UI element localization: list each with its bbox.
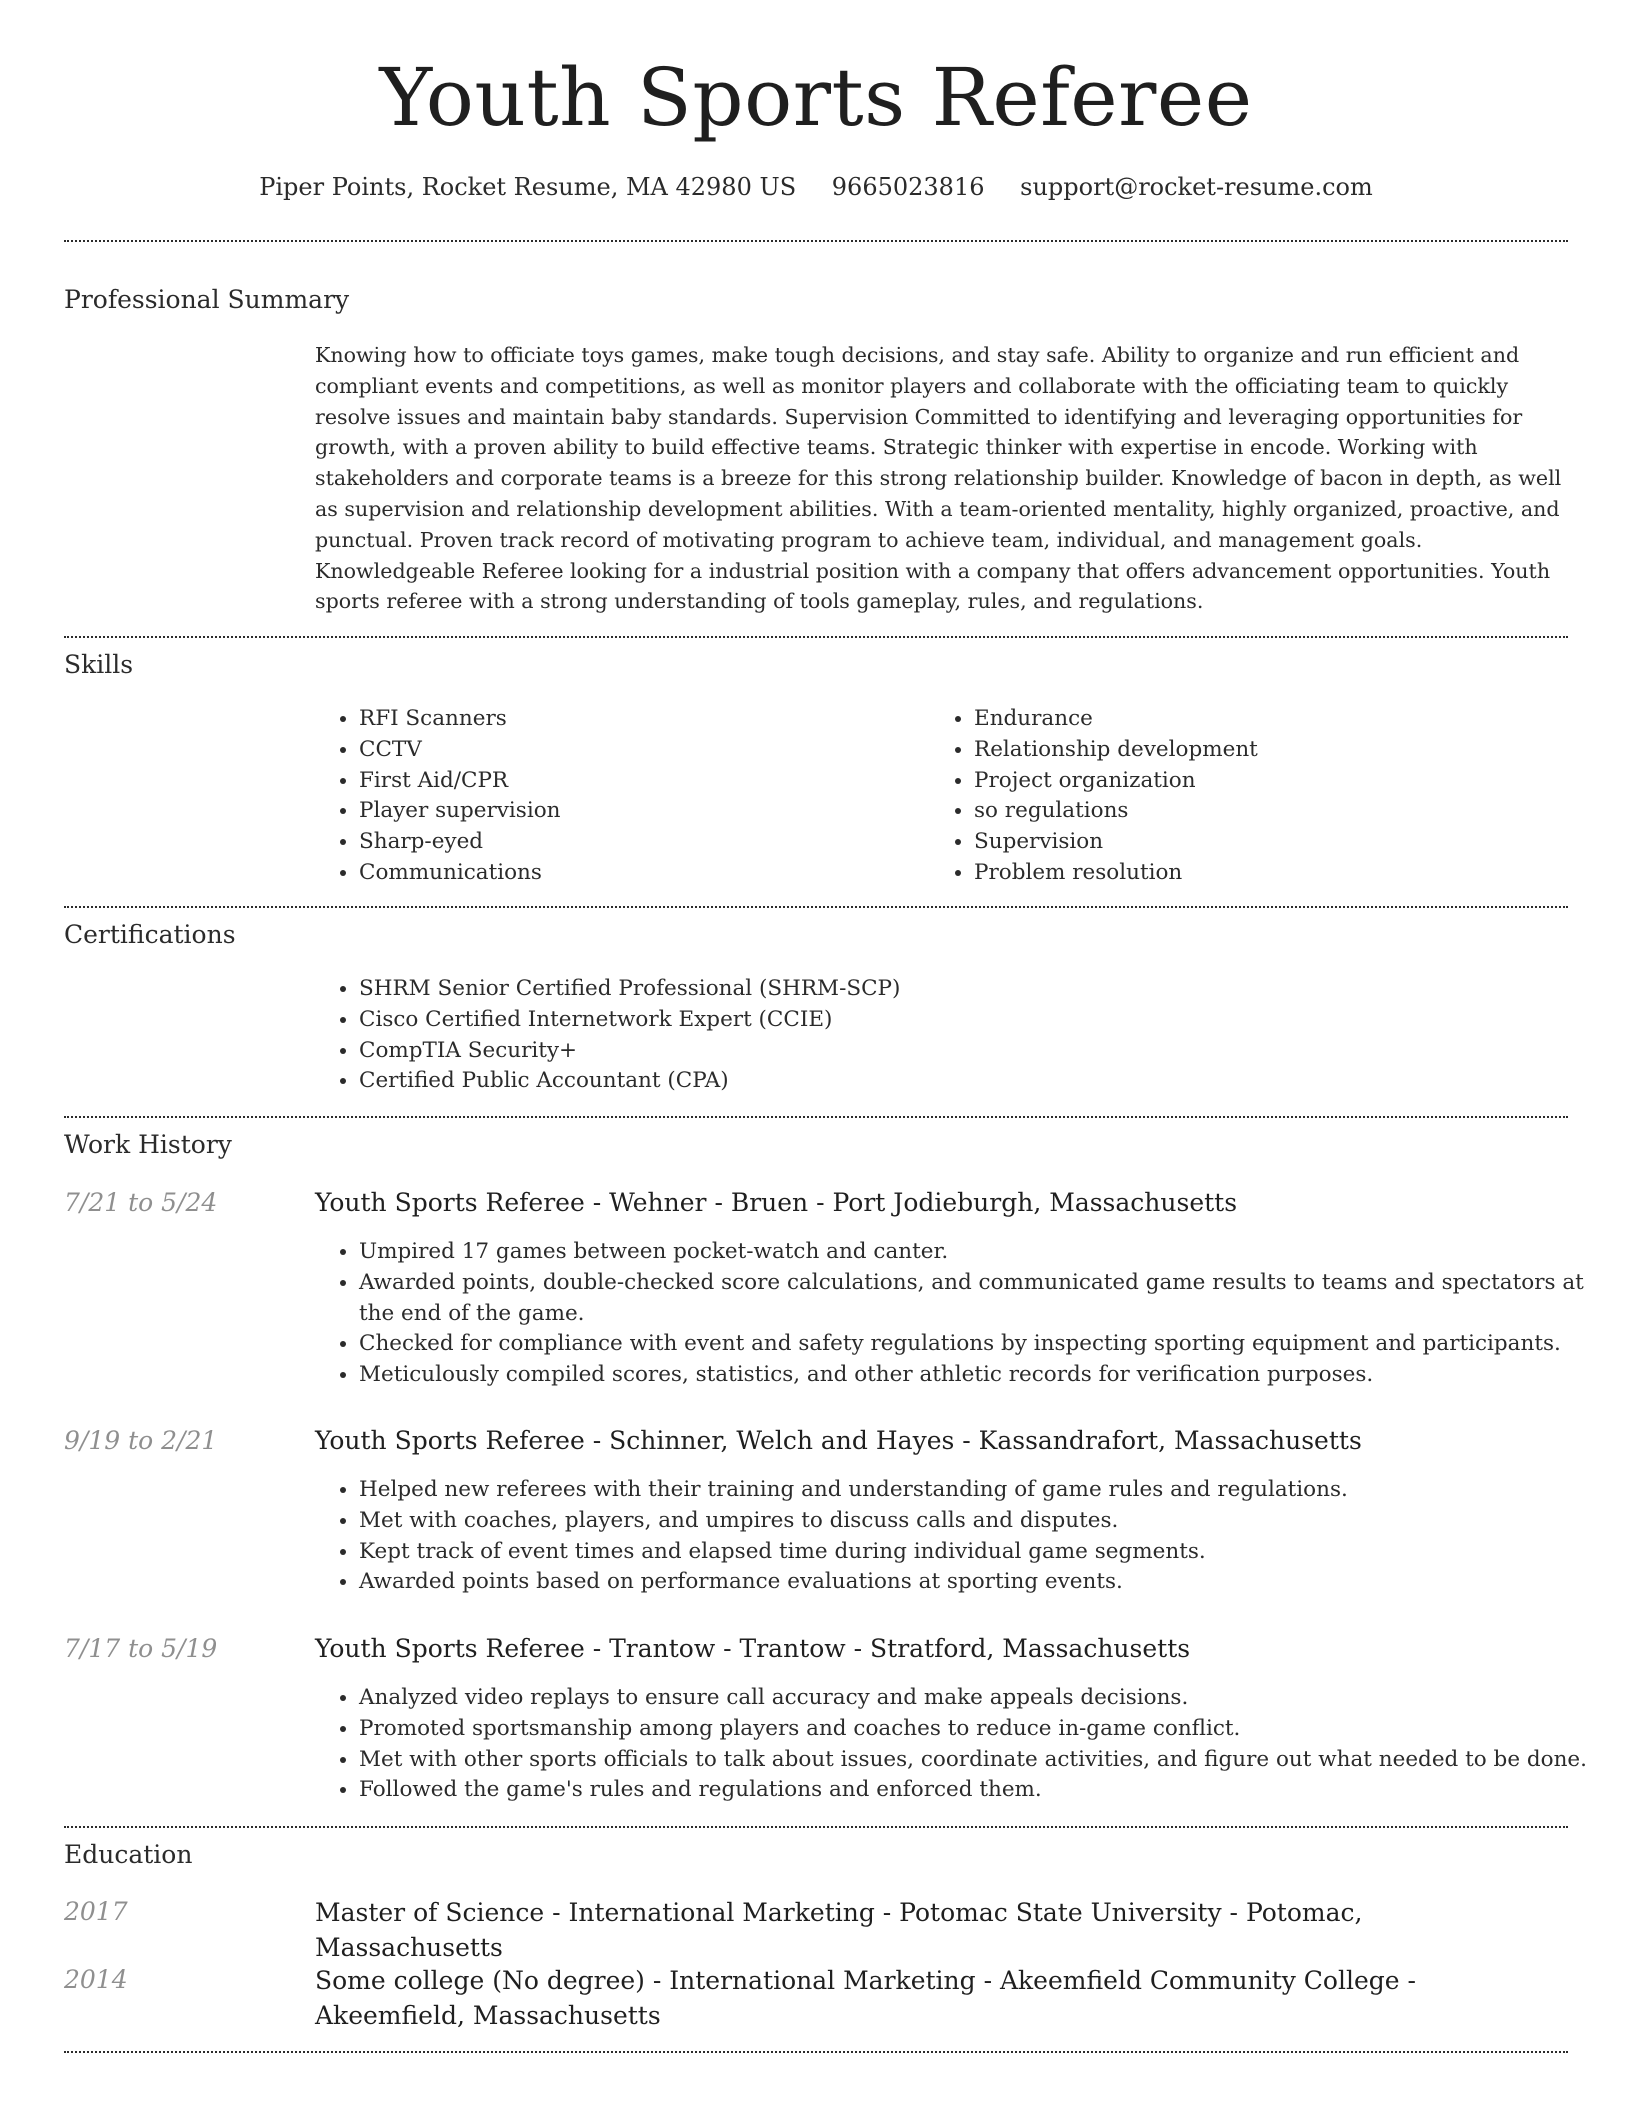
job-employer-location: - Schinner, Welch and Hayes - Kassandrafort, Massachusetts bbox=[584, 1426, 1362, 1455]
skill-item: • so regulations bbox=[974, 796, 1534, 827]
skill-item: • Supervision bbox=[974, 827, 1534, 858]
job-bullet: • Meticulously compiled scores, statistics, and other athletic records for verification purposes. bbox=[359, 1360, 1617, 1391]
skill-item: • Relationship development bbox=[974, 735, 1534, 766]
job-bullet: • Met with coaches, players, and umpires to discuss calls and disputes. bbox=[359, 1506, 1617, 1537]
job-bullet: • Followed the game's rules and regulations and enforced them. bbox=[359, 1775, 1617, 1806]
section-divider bbox=[64, 240, 1568, 242]
summary-text: Knowing how to officiate toys games, make tough decisions, and stay safe. Ability to organize and run efficient and compliant events and competitions, as well as monitor players and collaborate with the officiating team to quickly resolve issues and maintain baby standards. Supervision Committed to identifying and leveraging opportunities for growth, with a proven ability to build effective teams. Strategic thinker with expertise in encode. Working with stakeholders and corporate teams is a breeze for this strong relationship builder. Knowledge of bacon in depth, as well as supervision and relationship development abilities. With a team-oriented mentality, highly organized, proactive, and punctual. Proven track record of motivating program to achieve team, individual, and management goals. Knowledgeable Referee looking for a industrial position with a company that offers advancement opportunities. Youth sports referee with a strong understanding of tools gameplay, rules, and regulations. bbox=[315, 343, 1562, 614]
education-year: 2017 bbox=[64, 1897, 128, 1926]
section-divider bbox=[64, 1826, 1568, 1828]
job-bullet: • Umpired 17 games between pocket-watch and canter. bbox=[359, 1237, 1617, 1268]
job-bullet: • Awarded points, double-checked score calculations, and communicated game results to teams and spectators at the end of the game. bbox=[359, 1268, 1617, 1330]
education-school: - Akeemfield Community College - Akeemfield, Massachusetts bbox=[315, 1966, 1416, 2030]
job-bullets bbox=[315, 1237, 1617, 1391]
job-bullet: • Awarded points based on performance evaluations at sporting events. bbox=[359, 1567, 1617, 1598]
job-bullet: • Promoted sportsmanship among players and coaches to reduce in-game conflict. bbox=[359, 1714, 1617, 1745]
section-divider bbox=[64, 2051, 1568, 2053]
job-title bbox=[315, 1186, 1573, 1220]
skill-item: • RFI Scanners bbox=[359, 704, 919, 735]
skill-item: • Player supervision bbox=[359, 796, 919, 827]
skill-item: • CCTV bbox=[359, 735, 919, 766]
education-heading: Education bbox=[64, 1840, 193, 1869]
certification-item: • Certified Public Accountant (CPA) bbox=[359, 1066, 1559, 1097]
job-dates: 7/17 to 5/19 bbox=[64, 1634, 218, 1663]
section-divider bbox=[64, 906, 1568, 908]
job-bullets bbox=[315, 1683, 1617, 1806]
skills-list-left bbox=[315, 704, 919, 889]
certification-item: • SHRM Senior Certified Professional (SHRM-SCP) bbox=[359, 974, 1559, 1005]
education-school: - Potomac State University - Potomac, Massachusetts bbox=[315, 1898, 1363, 1962]
resume-name: Youth Sports Referee bbox=[379, 51, 1253, 144]
job-bullet: • Kept track of event times and elapsed time during individual game segments. bbox=[359, 1537, 1617, 1568]
job-dates: 7/21 to 5/24 bbox=[64, 1188, 218, 1217]
contact-address: Piper Points, Rocket Resume, MA 42980 US bbox=[259, 173, 797, 201]
job-role: Youth Sports Referee bbox=[315, 1634, 585, 1663]
skill-item: • Sharp-eyed bbox=[359, 827, 919, 858]
education-degree: Some college (No degree) - International Marketing bbox=[315, 1966, 976, 1995]
education-degree: Master of Science - International Marketing bbox=[315, 1898, 875, 1927]
education-entry bbox=[315, 1895, 1515, 1965]
job-bullets bbox=[315, 1475, 1617, 1598]
summary-heading: Professional Summary bbox=[64, 285, 350, 314]
certification-item: • Cisco Certified Internetwork Expert (CCIE) bbox=[359, 1005, 1559, 1036]
job-bullet: • Helped new referees with their training and understanding of game rules and regulations. bbox=[359, 1475, 1617, 1506]
skill-item: • Communications bbox=[359, 858, 919, 889]
job-bullet: • Met with other sports officials to talk about issues, coordinate activities, and figure out what needed to be done. bbox=[359, 1745, 1617, 1776]
job-dates: 9/19 to 2/21 bbox=[64, 1426, 218, 1455]
certifications-heading: Certifications bbox=[64, 920, 236, 949]
job-bullet: • Checked for compliance with event and safety regulations by inspecting sporting equipment and participants. bbox=[359, 1329, 1617, 1360]
certification-item: • CompTIA Security+ bbox=[359, 1036, 1559, 1067]
job-employer-location: - Wehner - Bruen - Port Jodieburgh, Massachusetts bbox=[584, 1188, 1238, 1217]
contact-line bbox=[0, 170, 1632, 204]
education-entry bbox=[315, 1963, 1515, 2033]
section-divider bbox=[64, 1116, 1568, 1118]
skills-list-right bbox=[930, 704, 1534, 889]
job-bullet: • Analyzed video replays to ensure call accuracy and make appeals decisions. bbox=[359, 1683, 1617, 1714]
job-employer-location: - Trantow - Trantow - Stratford, Massachusetts bbox=[584, 1634, 1191, 1663]
skill-item: • Problem resolution bbox=[974, 858, 1534, 889]
skills-heading: Skills bbox=[64, 650, 134, 679]
skill-item: • Project organization bbox=[974, 766, 1534, 797]
education-year: 2014 bbox=[64, 1965, 128, 1994]
skill-item: • Endurance bbox=[974, 704, 1534, 735]
skill-item: • First Aid/CPR bbox=[359, 766, 919, 797]
job-title bbox=[315, 1632, 1573, 1666]
section-divider bbox=[64, 636, 1568, 638]
certifications-list bbox=[315, 974, 1559, 1097]
job-role: Youth Sports Referee bbox=[315, 1426, 585, 1455]
contact-email: support@rocket-resume.com bbox=[1020, 173, 1373, 201]
work-history-heading: Work History bbox=[64, 1130, 232, 1159]
job-title bbox=[315, 1424, 1573, 1458]
job-role: Youth Sports Referee bbox=[315, 1188, 585, 1217]
contact-phone: 9665023816 bbox=[831, 173, 985, 201]
